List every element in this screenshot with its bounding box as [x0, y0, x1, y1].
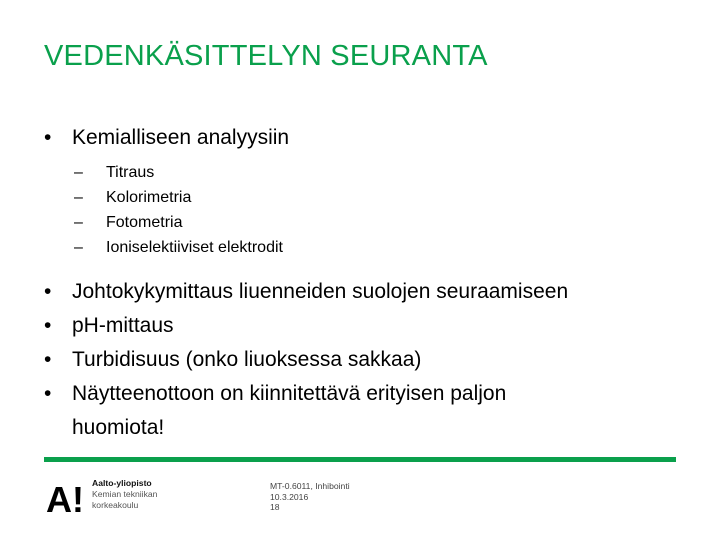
- org-line: Kemian tekniikan: [92, 489, 158, 499]
- bullet-text: Näytteenottoon on kiinnitettävä erityisen paljon: [72, 382, 507, 405]
- bullet-text: pH-mittaus: [72, 314, 174, 337]
- sub-item: [74, 235, 283, 260]
- sub-item: [74, 185, 283, 210]
- aalto-logo-icon: [46, 480, 88, 516]
- dash-marker: –: [74, 239, 83, 256]
- footer-divider: [44, 457, 676, 462]
- bullet-item: [44, 309, 568, 343]
- bullet-marker: •: [44, 280, 52, 303]
- bullet-marker: •: [44, 314, 52, 337]
- main-bullet-list: [44, 275, 568, 445]
- bullet-item: [44, 275, 568, 309]
- bullet-continuation: huomiota!: [72, 416, 165, 439]
- sub-item: [74, 160, 283, 185]
- footer-info: [270, 481, 350, 513]
- slide-date: 10.3.2016: [270, 491, 309, 502]
- sub-item-text: Ioniselektiiviset elektrodit: [106, 239, 283, 256]
- organization-name: [92, 478, 157, 511]
- org-line: korkeakoulu: [92, 500, 139, 510]
- bullet-marker: •: [44, 382, 52, 405]
- bullet-marker: •: [44, 348, 52, 371]
- bullet-text: Johtokykymittaus liuenneiden suolojen seuraamiseen: [72, 280, 569, 303]
- bullet-text: Kemialliseen analyysiin: [72, 126, 290, 149]
- sub-item-text: Kolorimetria: [106, 189, 192, 206]
- bullet-item: [44, 343, 568, 377]
- course-code: MT-0.6011, Inhibointi: [270, 481, 350, 491]
- bullet-item: [44, 377, 568, 411]
- slide-title: VEDENKÄSITTELYN SEURANTA: [44, 40, 488, 72]
- dash-marker: –: [74, 189, 83, 206]
- bullet-marker: •: [44, 126, 52, 149]
- logo-text: A!: [46, 480, 84, 516]
- page-number: 18: [270, 502, 280, 512]
- bullet-item: [44, 126, 289, 150]
- sub-list: [74, 160, 283, 260]
- org-line: Aalto-yliopisto: [92, 478, 152, 488]
- sub-item-text: Fotometria: [106, 214, 183, 231]
- sub-item-text: Titraus: [106, 164, 155, 181]
- dash-marker: –: [74, 164, 83, 181]
- dash-marker: –: [74, 214, 83, 231]
- bullet-text: Turbidisuus (onko liuoksessa sakkaa): [72, 348, 422, 371]
- sub-item: [74, 210, 283, 235]
